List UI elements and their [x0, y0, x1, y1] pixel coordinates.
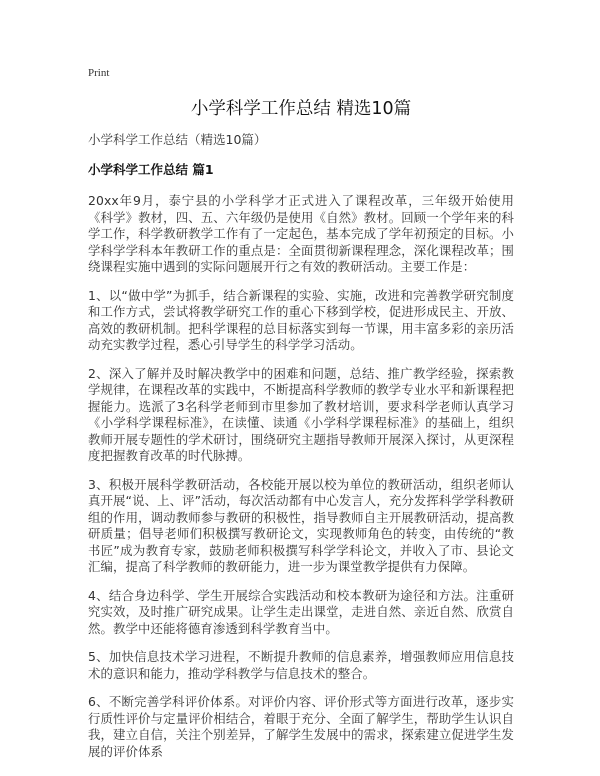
document-page	[88, 66, 514, 772]
paragraph-item-1: 1、以“做中学”为抓手，结合新课程的实验、实施，改进和完善教学研究制度和工作方式，尝试将教学研究工作的重心下移到学校，促进形成民主、开放、高效的教研机制。把科学课程的总目标落实到每一节课，用丰富多彩的亲历活动充实教学过程，悉心引导学生的科学学习活动。	[88, 287, 514, 352]
paragraph-item-5: 5、加快信息技术学习进程，不断提升教师的信息素养，增强教师应用信息技术的意识和能力，推动学科教学与信息技术的整合。	[88, 649, 514, 681]
print-label[interactable]: Print	[88, 67, 110, 79]
paragraph-intro: 20xx年9月，泰宁县的小学科学才正式进入了课程改革，三年级开始使用《科学》教材，四、五、六年级仍是使用《自然》教材。回顾一个学年来的科学工作，科学教研教学工作有了一定起色，基本完成了学年初预定的目标。小学科学学科本年教研工作的重点是：全面贯彻新课程理念，深化课程改革；围绕课程实施中遇到的实际问题展开行之有效的教研活动。主要工作是：	[88, 193, 514, 274]
document-subtitle: 小学科学工作总结（精选10篇）	[88, 132, 267, 147]
paragraph-item-4: 4、结合身边科学、学生开展综合实践活动和校本教研为途径和方法。注重研究实效，及时推广研究成果。让学生走出课堂，走进自然、亲近自然、欣赏自然。教学中还能将德育渗透到科学教育当中。	[88, 587, 514, 636]
section-title: 小学科学工作总结 篇1	[88, 162, 214, 177]
paragraph-item-6: 6、不断完善学科评价体系。对评价内容、评价形式等方面进行改革，逐步实行质性评价与定量评价相结合，着眼于充分、全面了解学生，帮助学生认识自我，建立自信，关注个别差异，了解学生发展中的需求，探索建立促进学生发展的评价体系	[88, 694, 514, 759]
document-title: 小学科学工作总结 精选10篇	[190, 99, 412, 119]
paragraph-item-2: 2、深入了解并及时解决教学中的困难和问题，总结、推广教学经验，探索教学规律，在课程改革的实践中，不断提高科学教师的教学专业水平和新课程把握能力。选派了3名科学老师到市里参加了教材培训，要求科学老师认真学习《小学科学课程标准》，在读懂、读通《小学科学课程标准》的基础上，组织教师开展专题性的学术研讨，围绕研究主题指导教师开展深入探讨，从更深程度把握教育改革的时代脉搏。	[88, 365, 514, 463]
paragraph-item-3: 3、积极开展科学教研活动，各校能开展以校为单位的教研活动，组织老师认真开展“说、上、评”活动，每次活动都有中心发言人，充分发挥科学学科教研组的作用，调动教师参与教研的积极性，指导教师自主开展教研活动，提高教研质量；倡导老师们积极撰写教研论文，实现教师角色的转变，由传统的“教书匠”成为教育专家，鼓励老师积极撰写科学学科论文，并收入了市、县论文汇编，提高了科学教师的教研能力，进一步为课堂教学提供有力保障。	[88, 476, 514, 574]
